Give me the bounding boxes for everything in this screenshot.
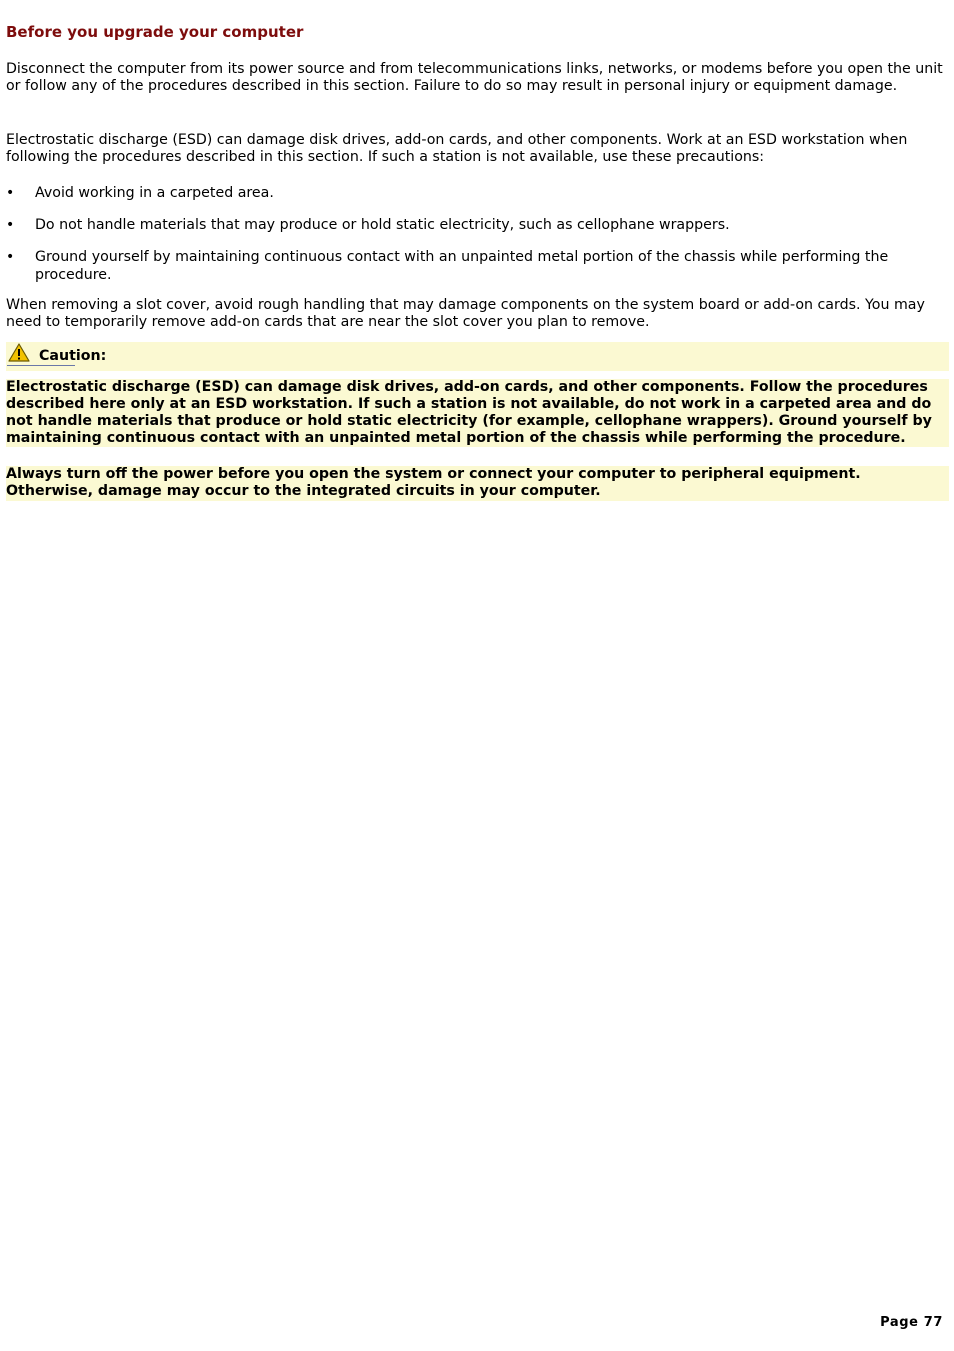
list-item <box>6 184 949 202</box>
esd-intro-paragraph: Electrostatic discharge (ESD) can damage disk drives, add-on cards, and other components. Work at an ESD workstation when following the procedures described in this section. If such a station is not available, use these precautions: <box>6 132 908 165</box>
bullet-icon: • <box>6 249 15 265</box>
page-title: Before you upgrade your computer <box>6 23 304 41</box>
power-warning-paragraph: Disconnect the computer from its power source and from telecommunications links, networks, or modems before you open the unit or follow any of the procedures described in this section. Failure to do so may result in personal injury or equipment damage. <box>6 61 943 94</box>
caution-label: Caution: <box>39 348 107 364</box>
bullet-icon: • <box>6 185 15 201</box>
caution-esd-text: Electrostatic discharge (ESD) can damage disk drives, add-on cards, and other components. Follow the procedures described here only at an ESD workstation. If such a station is not available, do not work in a carpeted area and do not handle materials that produce or hold static electricity (for example, cellophane wrappers). Ground yourself by maintaining continuous contact with an unpainted metal portion of the chassis while performing the procedure. <box>6 379 949 447</box>
caution-underline <box>7 365 75 366</box>
bullet-icon: • <box>6 217 15 233</box>
list-item-text: Ground yourself by maintaining continuous contact with an unpainted metal portion of the chassis while performing the procedure. <box>35 249 889 283</box>
list-item <box>6 216 949 234</box>
list-item-text: Do not handle materials that may produce or hold static electricity, such as cellophane wrappers. <box>35 217 730 233</box>
list-item-text: Avoid working in a carpeted area. <box>35 185 274 201</box>
precautions-list <box>6 184 949 298</box>
caution-power-text: Always turn off the power before you open the system or connect your computer to peripheral equipment. Otherwise, damage may occur to the integrated circuits in your computer. <box>6 466 949 501</box>
page-number: Page 77 <box>880 1315 943 1330</box>
slot-cover-paragraph: When removing a slot cover, avoid rough handling that may damage components on the system board or add-on cards. You may need to temporarily remove add-on cards that are near the slot cover you plan to remove. <box>6 297 925 330</box>
list-item <box>6 248 949 284</box>
warning-triangle-icon <box>8 343 30 362</box>
caution-header <box>6 342 949 371</box>
